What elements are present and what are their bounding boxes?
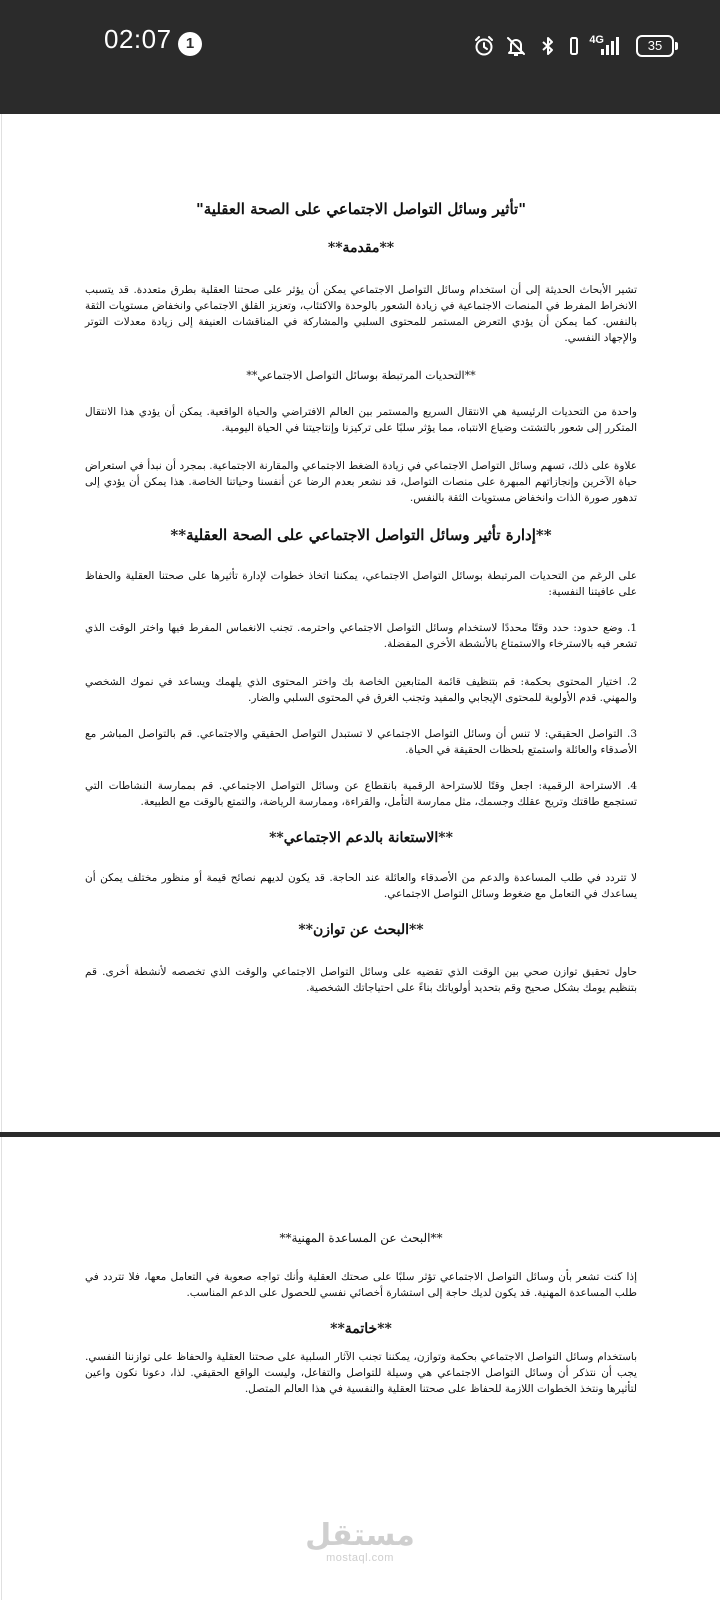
step-4: 4. الاستراحة الرقمية: اجعل وقتًا للاستراحة الرقمية بانقطاع عن وسائل التواصل الاجتماعي. قم بممارسة النشاطات التي تستجمع طاقتك وتريح عقلك وجسمك، مثل ممارسة التأمل، والقراءة، وممارسة الرياضة، والتمتع بالوقت مع الطبيعة. [85,780,637,808]
step-3: 3. التواصل الحقيقي: لا تنس أن وسائل التواصل الاجتماعي لا تستبدل التواصل الحقيقي والاجتماعي. قم بالتواصل المباشر مع الأصدقاء والعائلة واستمتع بلحظات الحقيقة في الحياة. [85,728,637,756]
clock: 02:07 [104,24,172,54]
document-title: "تأثير وسائل التواصل الاجتماعي على الصحة العقلية" [195,200,527,218]
mute-bell-icon [505,35,527,57]
professional-heading: **البحث عن المساعدة المهنية** [279,1231,443,1245]
support-paragraph: لا تتردد في طلب المساعدة والدعم من الأصدقاء والعائلة عند الحاجة. قد يكون لديهم نصائح قيمة أو منظور مختلف يمكن أن يساعدك في التعامل مع ضغوط وسائل التواصل الاجتماعي. [85,872,637,900]
challenges-heading: **التحديات المرتبطة بوسائل التواصل الاجتماعي** [246,369,476,382]
balance-paragraph: حاول تحقيق توازن صحي بين الوقت الذي تقضيه على وسائل التواصل الاجتماعي والوقت الذي تخصصه لأنشطة أخرى. قم بتنظيم يومك بشكل صحيح وقم بتحديد أولوياتك بناءً على احتياجاتك الشخصية. [85,966,637,994]
network-type: 4G [589,34,604,46]
watermark-latin: mostaql.com [326,1552,394,1564]
challenges-paragraph-2: علاوة على ذلك، تسهم وسائل التواصل الاجتماعي في زيادة الضغط الاجتماعي والمقارنة الاجتماعية. بمجرد أن نبدأ في استعراض حياة الآخرين وإنجازاتهم المبهرة على منصات التواصل، قد نشعر بعدم الرضا عن أنفسنا وحياتنا الخاصة. هذا يمكن أن يؤدي إلى تدهور صورة الذات وانخفاض مستويات الثقة بالنفس. [85,460,637,504]
status-bar [0,0,720,114]
support-heading: **الاستعانة بالدعم الاجتماعي** [269,830,453,846]
step-2: 2. اختيار المحتوى بحكمة: قم بتنظيف قائمة المتابعين الخاصة بك واختر المحتوى الذي يلهمك ويساعد في نموك الشخصي والمهني. قدم الأولوية للمحتوى الإيجابي والمفيد وتجنب الغرق في المحتوى السلبي والضار. [85,676,637,704]
alarm-icon [473,35,495,57]
intro-heading: **مقدمة** [327,240,395,256]
mostaql-watermark [0,1520,720,1564]
bluetooth-icon [537,35,559,57]
step-1: 1. وضع حدود: حدد وقتًا محددًا لاستخدام وسائل التواصل الاجتماعي واحترمه. تجنب الانغماس المفرط فيها واختر الوقت الذي تشعر فيه بالاسترخاء والاستمتاع بالأنشطة الأخرى المفضلة. [85,622,637,650]
document-page-1 [1,114,720,1132]
intro-paragraph: تشير الأبحاث الحديثة إلى أن استخدام وسائل التواصل الاجتماعي يمكن أن يؤثر على صحتنا العقلية بطرق متعددة. قد يتسبب الانخراط المفرط في المنصات الاجتماعية في زيادة الشعور بالوحدة والاكتئاب، وتعزيز القلق الاجتماعي وانخفاض مستويات الثقة بالنفس. كما يمكن أن يؤدي التعرض المستمر للمحتوى السلبي والمشاركة في المناقشات العنيفة إلى زيادة معدلات التوتر والإجهاد النفسي. [85,284,637,344]
battery-icon: 35 [636,35,674,57]
signal-icon [589,35,620,57]
vibrate-icon [569,35,579,57]
status-icons [473,28,674,64]
notification-badge[interactable]: 1 [178,32,202,56]
management-heading: **إدارة تأثير وسائل التواصل الاجتماعي على الصحة العقلية** [170,526,552,544]
challenges-paragraph-1: واحدة من التحديات الرئيسية هي الانتقال السريع والمستمر بين العالم الافتراضي والحياة الواقعية. يمكن أن يؤدي هذا الانتقال المتكرر إلى شعور بالتشتت وضياع الانتباه، مما يؤثر سلبًا على تركيزنا وإنتاجيتنا في الحياة اليومية. [85,406,637,434]
balance-heading: **البحث عن توازن** [298,922,424,938]
professional-paragraph: إذا كنت تشعر بأن وسائل التواصل الاجتماعي تؤثر سلبًا على صحتك العقلية وأنك تواجه صعوبة في التعامل معها، فلا تتردد في طلب المساعدة المهنية. قد يكون لديك حاجة إلى استشارة أخصائي نفسي للحصول على الدعم المناسب. [85,1271,637,1299]
conclusion-heading: **خاتمة** [330,1321,392,1337]
watermark-arabic: مستقل [305,1518,415,1553]
management-intro: على الرغم من التحديات المرتبطة بوسائل التواصل الاجتماعي، يمكننا اتخاذ خطوات لإدارة تأثيرها على صحتنا العقلية والحفاظ على عافيتنا النفسية: [85,570,637,598]
conclusion-paragraph: باستخدام وسائل التواصل الاجتماعي بحكمة وتوازن، يمكننا تجنب الآثار السلبية على صحتنا العقلية والحفاظ على توازننا النفسي. يجب أن نتذكر أن وسائل التواصل الاجتماعي هي وسيلة للتواصل والتفاعل، وليست الواقع الحقيقي. لذا، دعونا نكون واعين لتأثيرها ونتخذ الخطوات اللازمة للحفاظ على صحتنا العقلية والنفسية في هذا العالم المتصل. [85,1351,637,1395]
